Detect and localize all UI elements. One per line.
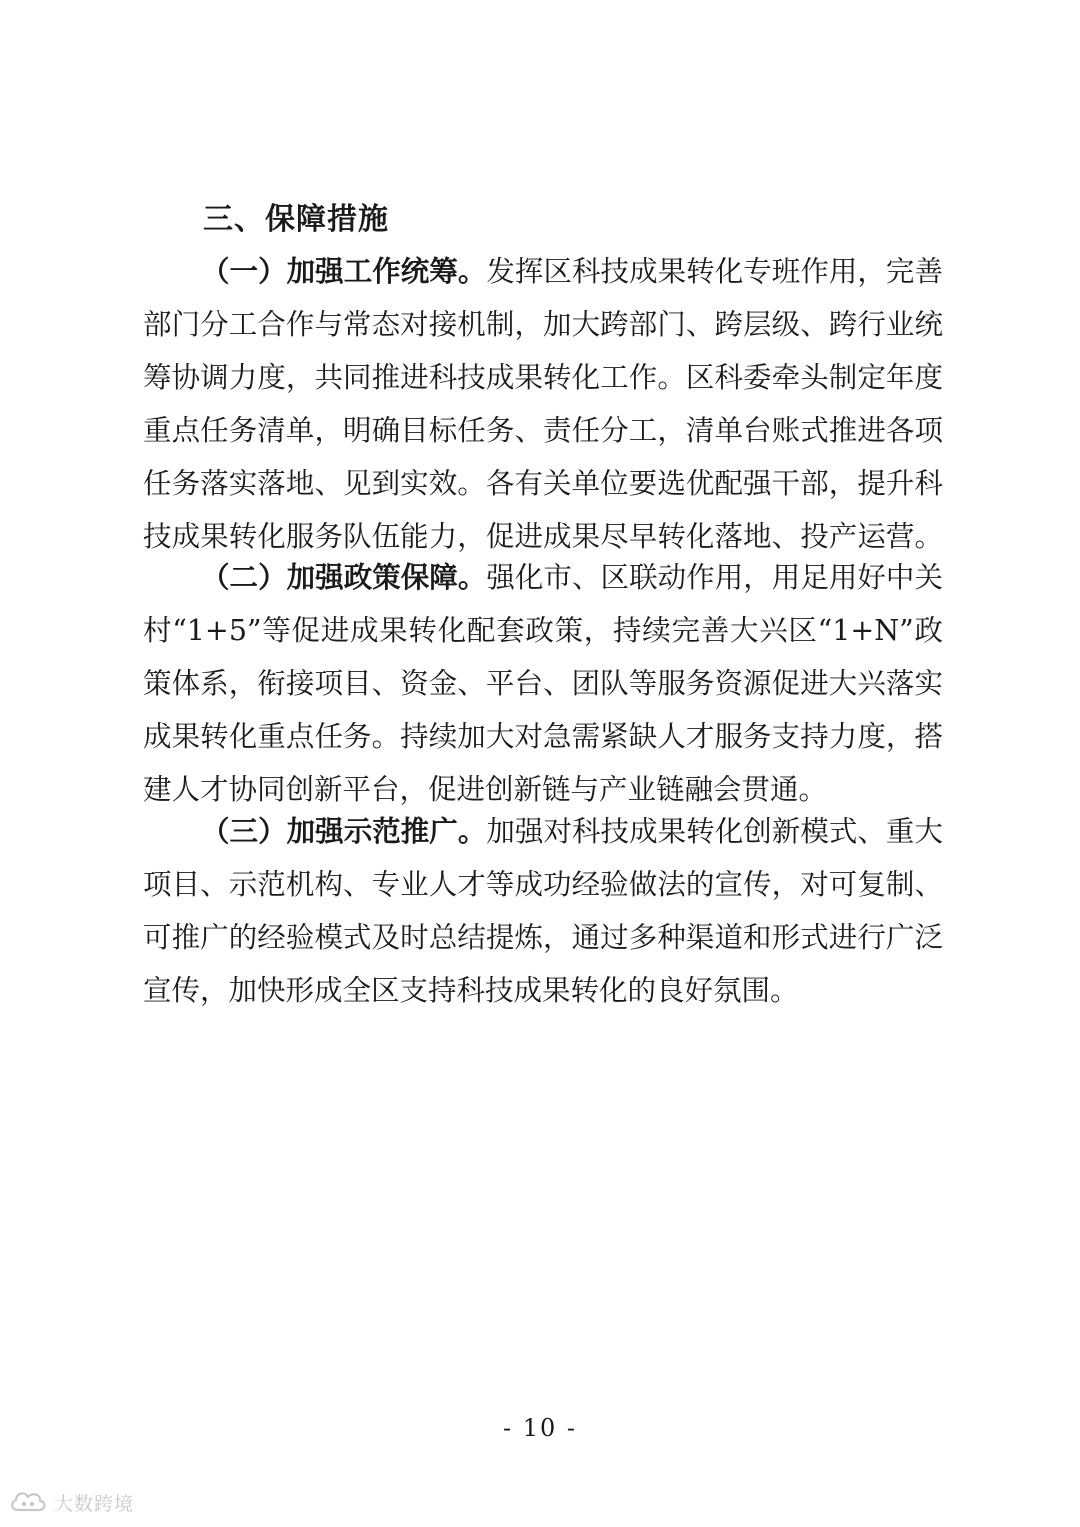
paragraph-promotion bbox=[143, 805, 943, 1017]
paragraph-text: 强化市、区联动作用，用足用好中关 bbox=[486, 561, 943, 594]
watermark bbox=[8, 1488, 134, 1516]
paragraph-line: 筹协调力度，共同推进科技成果转化工作。区科委牵头制定年度 bbox=[143, 361, 943, 394]
section-heading: 三、保障措施 bbox=[203, 202, 389, 237]
paragraph-lead: （一）加强工作统筹。 bbox=[201, 255, 487, 288]
paragraph-line: 重点任务清单，明确目标任务、责任分工，清单台账式推进各项 bbox=[143, 414, 943, 447]
cloud-logo-icon bbox=[8, 1488, 48, 1516]
paragraph-line: 任务落实落地、见到实效。各有关单位要选优配强干部，提升科 bbox=[143, 467, 943, 500]
paragraph-line: 成果转化重点任务。持续加大对急需紧缺人才服务支持力度，搭 bbox=[143, 720, 943, 753]
paragraph-line bbox=[143, 245, 943, 298]
paragraph-coordination bbox=[143, 245, 943, 563]
paragraph-line bbox=[143, 551, 943, 604]
paragraph-line: 项目、示范机构、专业人才等成功经验做法的宣传，对可复制、 bbox=[143, 868, 943, 901]
paragraph-line: 建人才协同创新平台，促进创新链与产业链融会贯通。 bbox=[143, 773, 828, 806]
paragraph-line: 技成果转化服务队伍能力，促进成果尽早转化落地、投产运营。 bbox=[143, 520, 943, 553]
paragraph-lead: （二）加强政策保障。 bbox=[201, 561, 487, 594]
paragraph-line: 村“1+5”等促进成果转化配套政策，持续完善大兴区“1+N”政 bbox=[143, 614, 943, 647]
paragraph-line: 可推广的经验模式及时总结提炼，通过多种渠道和形式进行广泛 bbox=[143, 921, 943, 954]
watermark-text: 大数跨境 bbox=[54, 1492, 135, 1515]
paragraph-policy bbox=[143, 551, 943, 816]
paragraph-line: 宣传，加快形成全区支持科技成果转化的良好氛围。 bbox=[143, 974, 799, 1007]
paragraph-text: 加强对科技成果转化创新模式、重大 bbox=[486, 815, 943, 848]
paragraph-line: 部门分工合作与常态对接机制，加大跨部门、跨层级、跨行业统 bbox=[143, 308, 943, 341]
paragraph-text: 发挥区科技成果转化专班作用，完善 bbox=[486, 255, 943, 288]
paragraph-line bbox=[143, 805, 943, 858]
page-number: - 10 - bbox=[502, 1414, 577, 1442]
paragraph-line: 策体系，衔接项目、资金、平台、团队等服务资源促进大兴落实 bbox=[143, 667, 943, 700]
paragraph-lead: （三）加强示范推广。 bbox=[201, 815, 487, 848]
